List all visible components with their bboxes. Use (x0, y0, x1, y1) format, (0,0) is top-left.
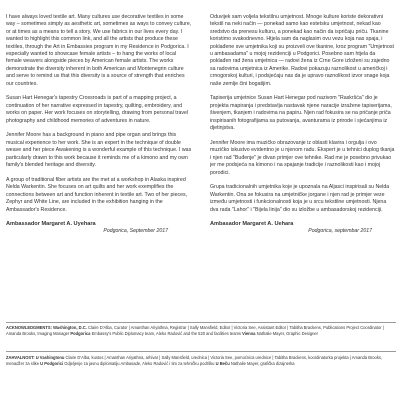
ack-me-label: ZAHVALNOST: U Vashingtonu (6, 355, 65, 360)
ack-me-text-2: Odjeljenje za javnu diplomatiju Ambasade, Aleko Radović i tim za tehničku podršku (64, 361, 215, 366)
ack-en-text-3: Nathalie Mayer, Graphic Designer (256, 331, 319, 336)
ack-me-text: Claire D'Alba, kustos | Amanthan Ariyathna, arhivar | Sally Mansfield, urednica | Victoria See, pomoćnica urednice | Tabitha Brackens, koordinatorka projekta | Amanda Brooks, menadžer za slike (6, 355, 383, 366)
english-paragraph-2: Susan Hart Henegar's tapestry Crossroads is part of a mapping project, a continuation of her narrative expressed in tapestry, quilting, embroidery, and works on paper. Her work focuses on storytelling, drawing from personal travel photography and childhood memories of adventures in nature. (6, 95, 189, 124)
ack-en-text-2: Embassy's Public Diplomacy team, Aleko Radović and the 520 and facilities teams (91, 331, 241, 336)
english-signature: Ambassador Margaret A. Uyehara (6, 221, 96, 228)
montenegrin-column (210, 14, 396, 235)
montenegrin-paragraph-4: Grupa tradicionalnih umjetnika koje je upoznala na Aljasci inspirisali su Nelda Warkentin. Ona se fokusira na umjetničke jorgane i njen rad je primjer veze između umjetnosti i funkcionalnosti koja je u srcu tekstilne umjetnosti. Njena dva rada "Lahor" i "Bijela linija" dio su izložbe u ambasadorskoj rezidenciji. (210, 184, 390, 213)
acknowledgements-montenegrin (6, 355, 396, 367)
english-column (6, 14, 192, 235)
english-paragraph-1: I have always loved textile art. Many cultures use decorative textiles in some way – sometimes simply as aesthetic art, sometimes as ways to convey culture, or at times as a means to tell a story. We use fabrics in our lives every day. I wanted to highlight this common link, and all the artists that produce these textiles, through the Art in Embassies program in my Residence in Podgorica. I especially wanted to showcase female artists – to hang the works of local female weavers alongside pieces by American female artists. The works demonstrate the diversity inherent in both American and Montenegrin culture and serve to remind us that this diversity is a source of strength that enriches our countries. (6, 14, 192, 87)
english-paragraph-4: A group of traditional fiber artists are the met at a workshop in Alaska inspired Nelda Warkentin. She focuses on art quilts and her work exemplifies the connections between art and function inherent in textile art. Two of her pieces, Zephyr and White Line, are included in the exhibition hanging in the Ambassador's Residence. (6, 176, 188, 213)
montenegrin-paragraph-3: Jennifer Moore ima muzičko obrazovanje iz oblasti klavira i orgulja i ovo muzičko iskustvo evidentno je u njenom radu. Ekspert je u tehnici duplog tkanja i njen rad "Buđenje" je divan primjer ove tehnike. Rad me je posebno privukao jer me podsjeća na kimono i na spajanje tradicije i raznolikosti kao i mojoj porodici. (210, 139, 395, 176)
ack-me-text-3: Nathalie Mayer, grafička dizajnerka (230, 361, 295, 366)
ack-me-label-2: U Podgorici (40, 361, 64, 366)
ack-en-text: Claire D'Alba, Curator | Amanthan Ariyathna, Registrar | Sally Mansfield, Editor | Victoria See, Assistant Editor | Tabitha Brackens, Publications Project Coordinator | Amanda Brooks, Imaging Manager (6, 325, 384, 336)
montenegrin-place-date: Podgorica, septembar 2017 (308, 228, 372, 235)
english-paragraph-3: Jennifer Moore has a background in piano and pipe organ and brings this musical experience to her work. She is an expert in the technique of double weave and her piece Awakening is a wonderful example of this technique. I was particularly drawn to this work because it reminds me of a kimono and my own family's blended heritage and diversity. (6, 132, 192, 169)
ack-en-label-3: Vienna (242, 331, 256, 336)
english-place-date: Podgorica, September 2017 (103, 228, 168, 235)
acknowledgements-english (6, 325, 396, 337)
montenegrin-paragraph-2: Tapiserija umjetnice Susan Hart Henegar pod nazivom "Raskršća" dio je projekta mapiranja i predstavlja nastavak njene naracije izražene tapiserijama, šivenjem, tkanjem i radovima na papiru. Njen rad fokusira se na pričanje priča inspirisanih fotografijama sa putovanja, avanturama iz prirode i sjećanjima iz djetinjstva. (210, 95, 392, 132)
ack-en-label-2: Podgorica (70, 331, 91, 336)
montenegrin-signature: Ambasador Margaret A. Uehara (210, 221, 294, 228)
bilingual-columns (6, 14, 396, 235)
montenegrin-paragraph-1: Oduvijek sam voljela tekstilnu umjetnost. Mnoge kulture koriste dekorativni tekstil na neki način — ponekad samo kao estetsku umjetnost, nekad kao sredstvo da prenesu kulturu, a ponekad kao način da ispričaju priču. Tkanine koristimo svakodnevno. Htjela sam da naglasim ovu vezu koja nas spaja, i poklađene sve umjetnika koji su proizveli ove tkanine, kroz program "Umjetnost u ambasadama" u mojoj rezidenciji u Podgorici. Posebno sam htjela da poklađen rad žena umjetnica — radovi žena iz Crne Gore izloženi su zajedno sa radovima umjetnica iz Amerike. Radovi pokazuju raznolikost u američkoj i crnogorskoj kulturi, i podsjećaju nas da je upravo raznolikost izvor snage koja naše zemlje čini bogatijim. (210, 14, 394, 87)
divider-bottom (6, 351, 396, 352)
ack-en-label: ACKNOWLEDGMENTS: Washington, D.C. (6, 325, 87, 330)
divider-top (6, 322, 396, 323)
ack-me-label-3: U Beču (215, 361, 230, 366)
